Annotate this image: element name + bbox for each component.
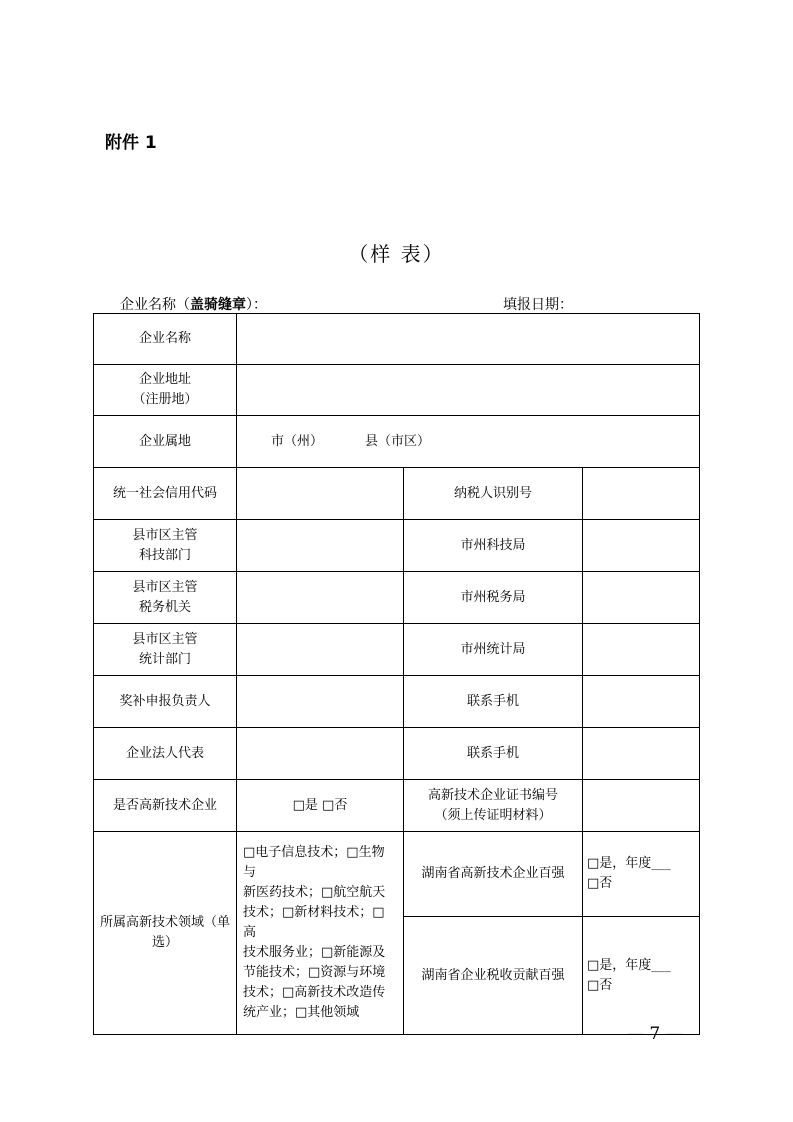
top100-tax-choice[interactable] bbox=[583, 917, 700, 1035]
city-stat-bureau-label: 市州统计局 bbox=[404, 624, 583, 676]
tax-dept-line1: 县市区主管 bbox=[132, 579, 198, 595]
hightech-yes-no[interactable]: □是 □否 bbox=[237, 780, 404, 832]
company-name-value[interactable] bbox=[237, 314, 700, 365]
tech-dept-line2: 科技部门 bbox=[138, 547, 191, 563]
location-city: 市（州） bbox=[271, 433, 324, 449]
row-legal-rep bbox=[94, 728, 700, 780]
year-no-option: □否 bbox=[587, 876, 613, 891]
tech-dept-line1: 县市区主管 bbox=[132, 527, 198, 543]
year-yes-option: □是，年度___ bbox=[587, 856, 671, 871]
row-domain-a bbox=[94, 832, 700, 917]
city-stat-bureau-value[interactable] bbox=[583, 624, 700, 676]
domain-option-line: 技术服务业；□新能源及 bbox=[243, 945, 386, 960]
tax-dept-label bbox=[94, 572, 237, 624]
year-yes-option: □是，年度___ bbox=[587, 957, 671, 973]
tax-dept-line2: 税务机关 bbox=[138, 599, 191, 615]
taxpayer-id-value[interactable] bbox=[583, 468, 700, 520]
row-stat-dept bbox=[94, 624, 700, 676]
location-label: 企业属地 bbox=[94, 416, 237, 468]
row-location bbox=[94, 416, 700, 468]
address-label-line2: （注册地） bbox=[132, 392, 198, 407]
city-tax-bureau-value[interactable] bbox=[583, 572, 700, 624]
location-county: 县（市区） bbox=[365, 433, 431, 449]
mobile-label-2: 联系手机 bbox=[404, 728, 583, 780]
hightech-label: 是否高新技术企业 bbox=[94, 780, 237, 832]
domain-option-line: 技术；□高新技术改造传 bbox=[243, 985, 386, 1000]
mobile-value-1[interactable] bbox=[583, 676, 700, 728]
city-tax-bureau-label: 市州税务局 bbox=[404, 572, 583, 624]
legal-rep-value[interactable] bbox=[237, 728, 404, 780]
location-value[interactable] bbox=[237, 416, 700, 468]
cert-no-value[interactable] bbox=[583, 780, 700, 832]
stat-dept-line2: 统计部门 bbox=[138, 651, 191, 667]
domain-label-line2: 选） bbox=[151, 935, 178, 950]
domain-label-line1: 所属高新技术领域（单 bbox=[99, 915, 230, 930]
domain-option-line: 新医药技术；□航空航天 bbox=[243, 885, 386, 900]
address-value[interactable] bbox=[237, 365, 700, 416]
credit-code-value[interactable] bbox=[237, 468, 404, 520]
top100-hightech-choice[interactable] bbox=[583, 832, 700, 917]
row-credit-code bbox=[94, 468, 700, 520]
stat-dept-label bbox=[94, 624, 237, 676]
page-number: — 7 — bbox=[627, 1024, 683, 1044]
top100-hightech-label: 湖南省高新技术企业百强 bbox=[404, 832, 583, 917]
cert-no-line1: 高新技术企业证书编号 bbox=[427, 787, 558, 803]
mobile-label-1: 联系手机 bbox=[404, 676, 583, 728]
domain-option-line: 统产业；□其他领域 bbox=[243, 1005, 360, 1020]
tech-dept-value[interactable] bbox=[237, 520, 404, 572]
seal-note: 盖骑缝章 bbox=[190, 297, 246, 313]
application-form-table bbox=[93, 313, 700, 1035]
company-name-suffix: ）： bbox=[246, 297, 267, 313]
cert-no-label bbox=[404, 780, 583, 832]
cert-no-line2: （须上传证明材料） bbox=[434, 807, 552, 823]
city-tech-bureau-value[interactable] bbox=[583, 520, 700, 572]
company-name-prefix: 企业名称（ bbox=[120, 297, 190, 313]
row-subsidy-manager bbox=[94, 676, 700, 728]
domain-options[interactable] bbox=[237, 832, 404, 1035]
form-title: （样 表） bbox=[348, 242, 445, 266]
attachment-label: 附件 1 bbox=[105, 133, 157, 153]
row-address bbox=[94, 365, 700, 416]
subsidy-manager-value[interactable] bbox=[237, 676, 404, 728]
address-label-line1: 企业地址 bbox=[138, 372, 191, 387]
domain-option-line: 节能技术；□资源与环境 bbox=[243, 965, 386, 980]
domain-option-line: 技术；□新材料技术；□高 bbox=[243, 905, 385, 940]
row-hightech bbox=[94, 780, 700, 832]
subsidy-manager-label: 奖补申报负责人 bbox=[94, 676, 237, 728]
row-tech-dept bbox=[94, 520, 700, 572]
legal-rep-label: 企业法人代表 bbox=[94, 728, 237, 780]
taxpayer-id-label: 纳税人识别号 bbox=[404, 468, 583, 520]
company-name-line bbox=[120, 294, 267, 314]
address-label bbox=[94, 365, 237, 416]
city-tech-bureau-label: 市州科技局 bbox=[404, 520, 583, 572]
top100-tax-label: 湖南省企业税收贡献百强 bbox=[404, 917, 583, 1035]
tech-dept-label bbox=[94, 520, 237, 572]
fill-date-label: 填报日期： bbox=[503, 297, 573, 313]
stat-dept-value[interactable] bbox=[237, 624, 404, 676]
tax-dept-value[interactable] bbox=[237, 572, 404, 624]
stat-dept-line1: 县市区主管 bbox=[132, 631, 198, 647]
credit-code-label: 统一社会信用代码 bbox=[94, 468, 237, 520]
year-no-option: □否 bbox=[587, 977, 613, 993]
mobile-value-2[interactable] bbox=[583, 728, 700, 780]
row-tax-dept bbox=[94, 572, 700, 624]
company-name-label: 企业名称 bbox=[94, 314, 237, 365]
domain-option-line: □电子信息技术；□生物与 bbox=[243, 845, 385, 880]
domain-label bbox=[94, 832, 237, 1035]
row-company-name bbox=[94, 314, 700, 365]
